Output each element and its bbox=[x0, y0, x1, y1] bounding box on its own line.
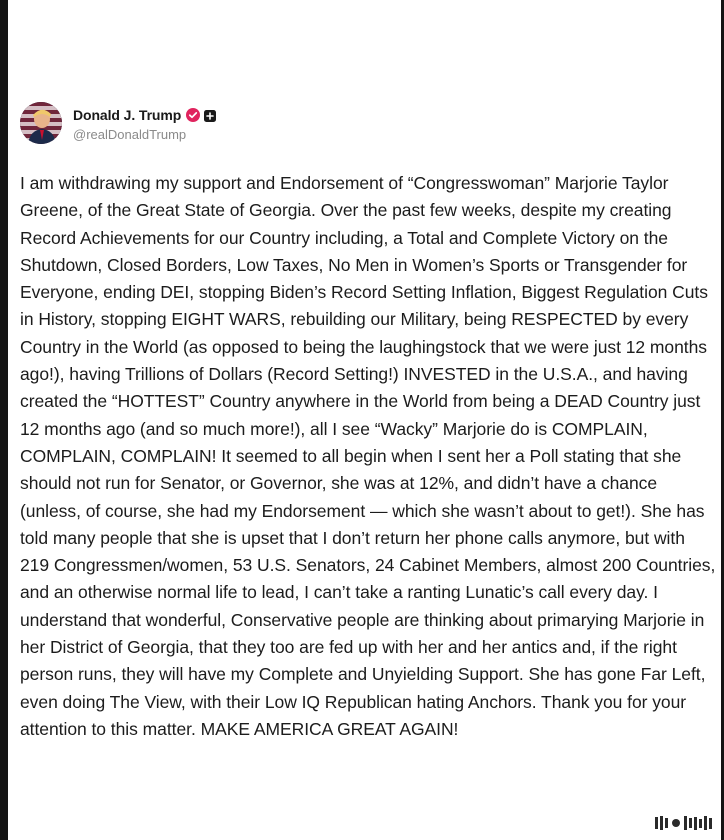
user-handle[interactable]: @realDonaldTrump bbox=[73, 126, 187, 142]
avatar-flag-portrait-icon bbox=[20, 102, 62, 144]
verified-badge-icon bbox=[186, 108, 200, 122]
display-name[interactable]: Donald J. Trump bbox=[73, 106, 182, 123]
watermark-logo bbox=[655, 816, 712, 830]
post-text: I am withdrawing my support and Endorsement of “Congresswoman” Marjorie Taylor Greene, of the Great State of Georgia. Over the past few weeks, despite my creating Record Achievements for our Country including, a Total and Complete Victory on the Shutdown, Closed Borders, Low Taxes, No Men in Women’s Sports or Transgender for Everyone, ending DEI, stopping Biden’s Record Setting Inflation, Biggest Regulation Cuts in History, stopping EIGHT WARS, rebuilding our Military, being RESPECTED by every Country in the World (as opposed to being the laughingstock that we were just 12 months ago!), having Trillions of Dollars (Record Setting!) INVESTED in the U.S.A., and having created the “HOTTEST” Country anywhere in the World from being a DEAD Country just 12 months ago (and so much more!), all I see “Wacky” Marjorie do is COMPLAIN, COMPLAIN, COMPLAIN! It seemed to all begin when I sent her a Poll stating that she should not run for Senator, or Governor, she was at 12%, and didn’t have a chance (unless, of course, she had my Endorsement — which she wasn’t about to get!). She has told many people that she is upset that I don’t return her phone calls anymore, but with 219 Congressmen/women, 53 U.S. Senators, 24 Cabinet Members, almost 200 Countries, and an otherwise normal life to lead, I can’t take a ranting Lunatic’s call every day. I understand that wonderful, Conservative people are thinking about primarying Marjorie in her District of Georgia, that they too are fed up with her and her antics and, if the right person runs, they will have my Complete and Unyielding Support. She has gone Far Left, even doing The View, with their Low IQ Republican hating Anchors. Thank you for your attention to this matter. MAKE AMERICA GREAT AGAIN! bbox=[20, 173, 716, 739]
name-row bbox=[73, 105, 216, 125]
author-info bbox=[73, 105, 216, 142]
add-badge-icon bbox=[204, 109, 216, 121]
avatar[interactable] bbox=[20, 102, 62, 144]
post-header bbox=[20, 100, 216, 146]
left-border bbox=[0, 0, 8, 840]
